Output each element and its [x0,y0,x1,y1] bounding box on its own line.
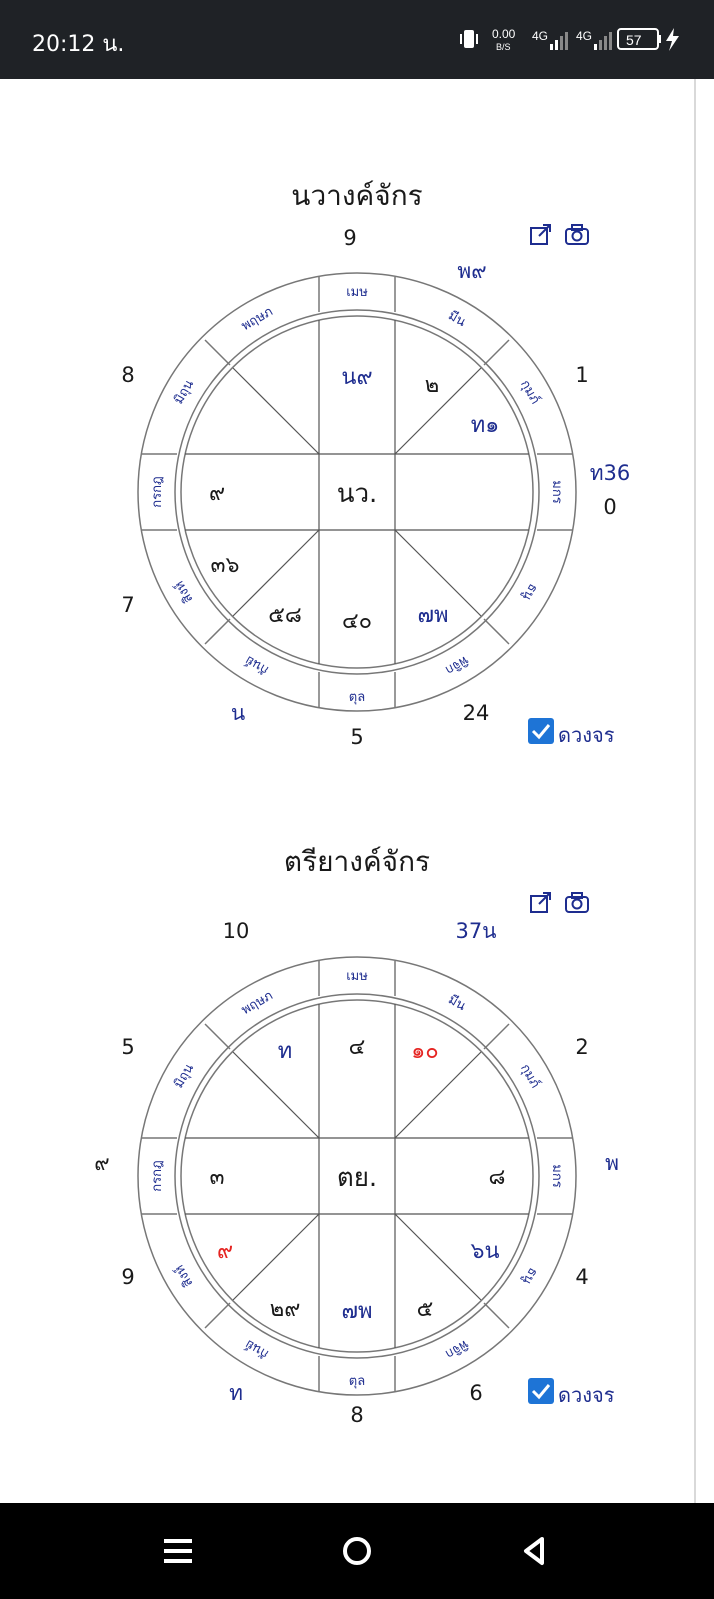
sign-2: กุมภ์ [517,377,543,407]
outer-left-lower: 9 [121,1265,135,1289]
sign-9: กรกฎ [150,1160,165,1192]
outer-bottom-left-planet: น [230,701,246,725]
navigation-bar [0,1503,714,1599]
signal-icon [550,32,568,50]
outer-right-lower: 4 [575,1265,589,1289]
sign-0: เมษ [346,285,368,300]
outer-left: ๙ [94,1151,110,1175]
house-top-right-upper: ๒ [424,373,440,398]
house-top-left: ท [277,1039,293,1064]
checkbox-label: ดวงจร [558,723,615,747]
outer-top-right-planet: พ๙ [457,259,487,283]
sign-0: เมษ [346,969,368,984]
sign-5: พิจิก [442,652,471,678]
chart-title: ตรียางค์จักร [283,845,431,878]
chart-title: นวางค์จักร [291,179,423,212]
sign-10: มิถุน [171,377,198,407]
outer-top-right: 37น [455,919,497,943]
triyang-wheel [0,840,714,1440]
sign-11: พฤษภ [238,304,276,335]
battery-level: 57 [626,32,642,48]
outer-right-upper: 1 [575,363,589,387]
house-top: ๔ [348,1035,366,1060]
house-lower-right: ๖น [470,1239,500,1264]
house-bottom: ๔๐ [341,609,373,634]
sign-1: มีน [445,992,469,1015]
outer-bottom: 5 [350,725,364,749]
outer-bottom-right: 6 [469,1381,483,1405]
house-bottom-left: ๒๙ [269,1297,301,1322]
checkbox-label: ดวงจร [558,1383,615,1407]
network-label-2: 4G [576,29,593,43]
sign-8: สิงห์ [172,1262,197,1290]
sign-3: มกร [549,480,564,504]
outer-top-left: 10 [222,919,250,943]
outer-right-planet: ท36 [589,461,631,485]
house-lower-left-upper: ๓๖ [210,553,240,578]
charging-icon [666,28,679,51]
house-left: ๓ [209,1165,225,1190]
house-left: ๙ [208,481,226,506]
signal-icon-2 [594,32,612,50]
sign-5: พิจิก [442,1336,471,1362]
sign-6: ตุล [348,690,366,705]
outer-left-upper: 5 [121,1035,135,1059]
back-icon[interactable] [512,1529,556,1573]
sign-8: สิงห์ [172,578,197,606]
vibrate-icon [460,30,478,48]
chart-center: นว. [336,479,378,509]
sign-10: มิถุน [171,1061,198,1091]
sign-6: ตุล [348,1374,366,1389]
house-top-right-lower: ท๑ [470,413,500,438]
chart-center: ตย. [336,1163,378,1193]
outer-right: พ [605,1151,619,1175]
status-bar [0,0,714,79]
outer-top: 9 [343,226,357,250]
triyang-chart-section [0,840,714,1440]
checkbox-checked-icon[interactable] [528,1378,554,1404]
outer-right-lower: 0 [603,495,617,519]
sign-7: กันย์ [242,1336,272,1362]
home-icon[interactable] [335,1529,379,1573]
house-top-right: ๑๐ [411,1039,439,1064]
outer-bottom: 8 [350,1403,364,1427]
outer-bottom-right: 24 [462,701,490,725]
checkbox-checked-icon[interactable] [528,718,554,744]
status-time: 20:12 น. [32,32,125,57]
house-top: น๙ [341,365,373,390]
net-speed-unit: B/S [496,42,511,52]
sign-4: ธนู [519,1264,541,1287]
sign-9: กรกฎ [150,476,165,508]
menu-icon[interactable] [156,1529,200,1573]
outer-right-upper: 2 [575,1035,589,1059]
house-lower-left: ๙ [216,1239,234,1264]
sign-3: มกร [549,1164,564,1188]
status-icons [460,24,690,54]
sign-11: พฤษภ [238,988,276,1019]
house-bottom: ๗พ [341,1299,373,1324]
sign-2: กุมภ์ [517,1061,543,1091]
navamsa-chart-section [0,170,714,770]
sign-1: มีน [445,308,469,331]
net-speed-value: 0.00 [492,27,516,41]
outer-left-lower: 7 [121,593,135,617]
house-right: ๘ [488,1165,506,1190]
house-bottom-right: ๕ [416,1297,434,1322]
sign-4: ธนู [519,580,541,603]
navamsa-wheel [0,170,714,770]
sign-7: กันย์ [242,652,272,678]
house-lower-right: ๗พ [417,603,449,628]
house-lower-left-lower: ๕๘ [268,603,302,628]
network-label-1: 4G [532,29,549,43]
outer-left-upper: 8 [121,363,135,387]
outer-bottom-left-planet: ท [229,1381,243,1405]
